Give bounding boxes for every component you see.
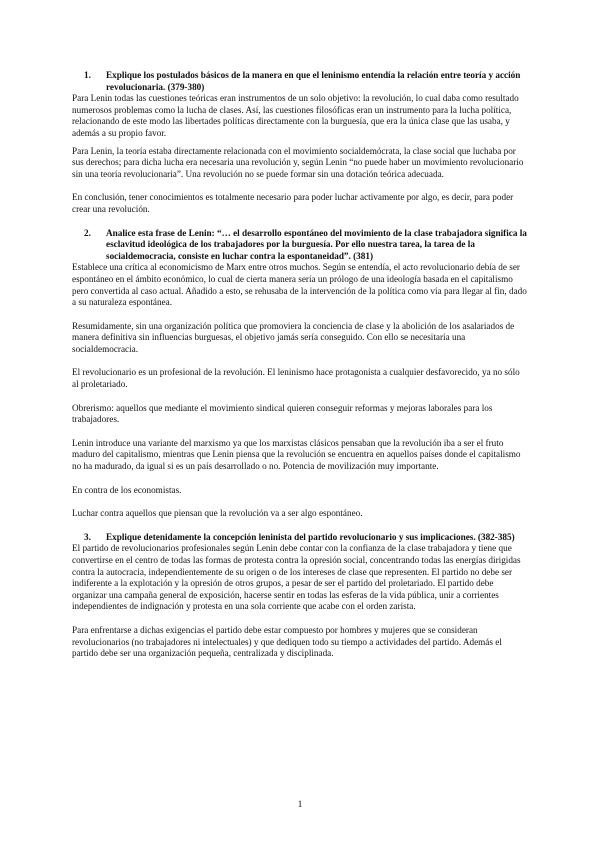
paragraph: Obrerismo: aquellos que mediante el movimiento sindical quieren conseguir reformas y mejoras laborales para los trabajadores. bbox=[72, 402, 493, 425]
paragraph: Establece una crítica al economicismo de Marx entre otros muchos. Según se entendía, el acto revolucionario debía de ser espontáneo en el ámbito económico, lo cual de cierta manera sería un prólogo de una ideología basada en el capitalismo pero convertida al caso actual. Añadido a esto, se rehusaba de la intervención de la política como vía para llegar al fin, dado a su naturaleza espontánea. bbox=[72, 262, 527, 308]
paragraph: Para Lenin todas las cuestiones teóricas eran instrumentos de un solo objetivo: la revolución, lo cual daba como resultado numerosos problemas como la lucha de clases. Así, las cuestiones filosóficas eran un instrumento para la lucha política, relacionando de este modo las libertades políticas directamente con la burguesía, que era la única clase que las usaba, y además a su propio favor. bbox=[72, 93, 519, 138]
paragraph: El partido de revolucionarios profesionales según Lenin debe contar con la confianza de la clase trabajadora y tiene que convertirse en el centro de todas las formas de protesta contra la opresión social, concentrando todas las energías dirigidas contra la autocracia, independientemente de su origen o de los intereses de clase que representen. El partido no debe ser indiferente a la explotación y la opresión de otros grupos, a pesar de ser el partido del proletariado. El partido debe organizar una campaña general de exposición, hacerse sentir en todas las esferas de la vida pública, unir a corrientes independientes de indignación y protesta en una sola corriente que acabe con el orden zarista. bbox=[72, 543, 521, 612]
question-number: 3. bbox=[84, 531, 91, 542]
question-number: 2. bbox=[84, 227, 91, 238]
paragraph: Lenin introduce una variante del marxismo ya que los marxistas clásicos pensaban que la revolución iba a ser el fruto maduro del capitalismo, mientras que Lenin piensa que la revolución se encuentra en aquellos países donde el capitalismo no ha madurado, da igual si es un país desarrollado o no. Potencia de movilización muy importante. bbox=[72, 437, 521, 472]
question-1-heading bbox=[72, 70, 528, 93]
page-number: 1 bbox=[297, 800, 303, 810]
paragraph: En conclusión, tener conocimientos es totalmente necesario para poder luchar activamente por algo, es decir, para poder crear una revolución. bbox=[72, 192, 514, 214]
document-page bbox=[72, 70, 528, 672]
question-text: Analice esta frase de Lenin: “… el desarrollo espontáneo del movimiento de la clase trabajadora significa la esclavitud ideológica de los trabajadores por la burguesía. Por ello nuestra tarea, la tarea de la socialdemocracia, consiste en luchar contra la espontaneidad”. (381) bbox=[106, 227, 527, 261]
question-3-heading bbox=[72, 532, 528, 544]
paragraph: En contra de los economistas. bbox=[72, 484, 182, 495]
question-number: 1. bbox=[84, 70, 91, 80]
question-text: Explique los postulados básicos de la manera en que el leninismo entendía la relación entre teoría y acción revolucionaria. (379-380) bbox=[106, 70, 521, 92]
question-text: Explique detenidamente la concepción leninista del partido revolucionario y sus implicaciones. (382-385) bbox=[106, 531, 515, 542]
paragraph: Resumidamente, sin una organización política que promoviera la conciencia de clase y la abolición de los asalariados de manera definitiva sin influencias burguesas, el objetivo jamás sería conseguido. Con ello se necesitaría una socialdemocracia. bbox=[72, 320, 515, 354]
question-2-heading bbox=[72, 228, 528, 263]
paragraph: Luchar contra aquellos que piensan que la revolución va a ser algo espontáneo. bbox=[72, 508, 363, 519]
paragraph: El revolucionario es un profesional de la revolución. El leninismo hace protagonista a cualquier desfavorecido, ya no sólo al proletariado. bbox=[72, 367, 520, 390]
paragraph: Para Lenin, la teoría estaba directamente relacionada con el movimiento socialdemócrata, la clase social que luchaba por sus derechos; para dicha lucha era necesaria una revolución y, según Lenin “no puede haber un movimiento revolucionario sin una teoría revolucionaria”. Una revolución no se puede formar sin una dotación teórica adecuada. bbox=[72, 145, 524, 179]
paragraph: Para enfrentarse a dichas exigencias el partido debe estar compuesto por hombres y mujeres que se consideran revolucionarios (no trabajadores ni intelectuales) y que dediquen todo su tiempo a actividades del partido. Además el partido debe ser una organización pequeña, centralizada y disciplinada. bbox=[72, 624, 502, 659]
